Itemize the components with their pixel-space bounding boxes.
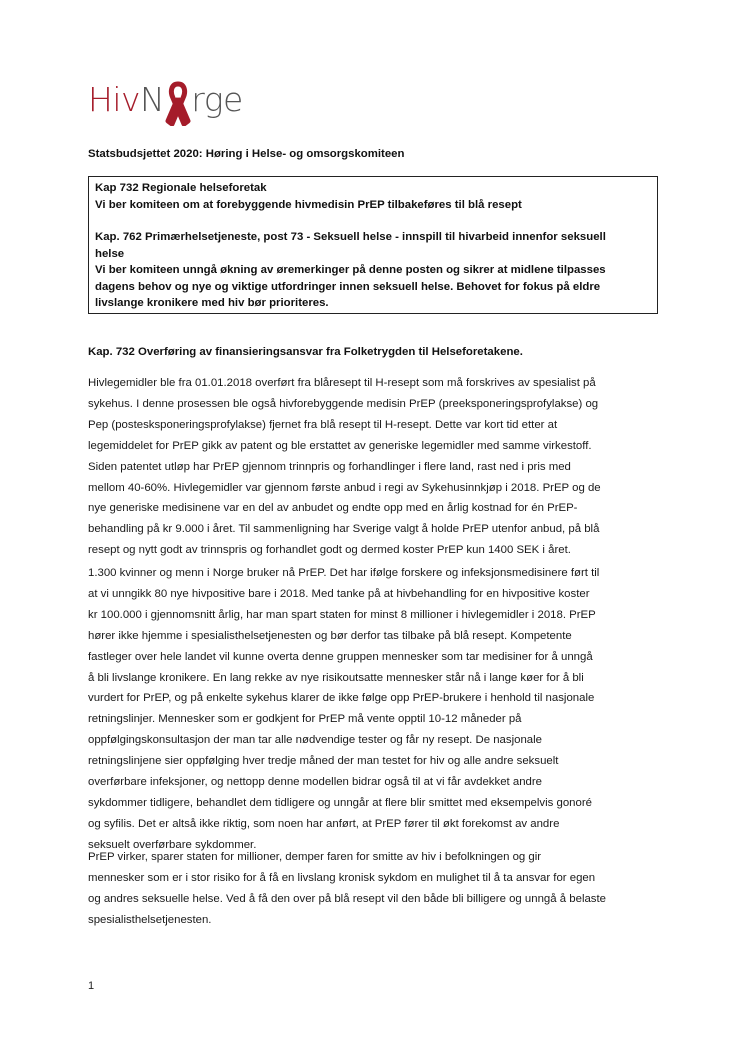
summary-paragraph (95, 229, 651, 312)
text-line: og andres seksuelle helse. Ved å få den over på blå resept vil den både bli billigere og unngå å belaste (88, 892, 607, 905)
red-ribbon-icon (165, 80, 191, 126)
text-line: resept og nytt godt av trinnspris og forhandlet godt og dermed koster PrEP kun 1400 SEK i året. (88, 544, 571, 557)
text-line: nye generiske medisinene var en del av anbudet og endte opp med en årlig kostnad for én PrEP- (88, 502, 578, 515)
text-line: retningslinjene sier oppfølging hver tredje måned der man testet for hiv og alle andre seksuelt (88, 755, 559, 768)
summary-box (88, 176, 658, 314)
text-line: og syfilis. Det er altså ikke riktig, som noen har anført, at PrEP fører til økt forekomst av andre (88, 817, 560, 830)
text-line: legemiddelet for PrEP gikk av patent og ble erstattet av generiske legemidler med samme virkestoff. (88, 439, 592, 452)
text-line: kr 100.000 i gjennomsnitt årlig, har man spart staten for minst 8 millioner i hivlegemidler i 2018. PrEP (88, 608, 596, 621)
summary-line: Kap. 762 Primærhelsetjeneste, post 73 - Seksuell helse - innspill til hivarbeid innenfor seksuell (95, 231, 606, 243)
text-line: oppfølgingskonsultasjon der man tar alle nødvendige tester og får ny resept. De nasjonale (88, 734, 542, 747)
text-line: vurdert for PrEP, og på enkelte sykehus klarer de ikke følge opp PrEP-brukere i henhold til nasjonale (88, 692, 595, 705)
text-line: retningslinjer. Mennesker som er godkjent for PrEP må vente opptil 10-12 måneder på (88, 713, 522, 726)
text-line: Hivlegemidler ble fra 01.01.2018 overført fra blåresept til H-resept som må forskrives av spesialist på (88, 377, 596, 389)
text-line: mennesker som er i stor risiko for å få en livslang kronisk sykdom en mulighet til å ta ansvar for egen (88, 871, 596, 884)
summary-paragraph (95, 180, 651, 213)
section-heading: Kap. 732 Overføring av finansieringsansvar fra Folketrygden til Helseforetakene. (88, 346, 523, 358)
hivnorge-logo (88, 80, 243, 130)
summary-line: helse (95, 247, 125, 260)
summary-line: Vi ber komiteen om at forebyggende hivmedisin PrEP tilbakeføres til blå resept (95, 198, 522, 211)
summary-line: Kap 732 Regionale helseforetak (95, 182, 267, 194)
body-paragraph-2 (88, 563, 668, 856)
logo-text-rge: rge (191, 80, 243, 119)
summary-line: dagens behov og nye og viktige utfordringer innen seksuell helse. Behovet for fokus på eldre (95, 280, 601, 293)
logo-text-hiv: Hiv (88, 80, 141, 119)
text-line: Pep (postesksponeringsprofylakse) fjernet fra blå resept til H-resept. Dette var kort tid etter at (88, 418, 558, 431)
page-number: 1 (88, 980, 95, 992)
text-line: mellom 40-60%. Hivlegemidler var gjennom første anbud i regi av Sykehusinnkjøp i 2018. PrEP og de (88, 481, 601, 494)
body-paragraph-1 (88, 373, 668, 561)
summary-line: Vi ber komiteen unngå økning av øremerkinger på denne posten og sikrer at midlene tilpasses (95, 264, 606, 276)
body-paragraph-3 (88, 847, 668, 931)
text-line: 1.300 kvinner og menn i Norge bruker nå PrEP. Det har ifølge forskere og infeksjonsmedisinere ført til (88, 567, 600, 579)
summary-line: livslange kronikere med hiv bør prioriteres. (95, 297, 329, 309)
text-line: overførbare infeksjoner, og nettopp denne modellen bidrar også til at vi får avdekket andre (88, 776, 542, 789)
text-line: at vi unngikk 80 nye hivpositive bare i 2018. Med tanke på at hivbehandling for en hivpositive koster (88, 587, 590, 600)
text-line: sykehus. I denne prosessen ble også hivforebyggende medisin PrEP (preeksponeringsprofylakse) og (88, 397, 599, 410)
logo-text-n: N (140, 80, 165, 119)
document-subtitle: Statsbudsjettet 2020: Høring i Helse- og omsorgskomiteen (88, 148, 405, 160)
text-line: hører ikke hjemme i spesialisthelsetjenesten og bør derfor tas tilbake på blå resept. Kompetente (88, 629, 572, 642)
text-line: behandling på kr 9.000 i året. Til sammenligning har Sverige valgt å holde PrEP utenfor anbud, på blå (88, 523, 600, 536)
text-line: Siden patentet utløp har PrEP gjennom trinnpris og forhandlinger i flere land, rast ned i pris med (88, 460, 571, 473)
text-line: PrEP virker, sparer staten for millioner, demper faren for smitte av hiv i befolkningen og gir (88, 851, 542, 863)
text-line: spesialisthelsetjenesten. (88, 913, 212, 926)
text-line: sykdommer tidligere, behandlet dem tidligere og unngår at flere blir smittet med eksempelvis gonoré (88, 796, 592, 809)
text-line: fastleger over hele landet vil kunne overta denne gruppen mennesker som tar medisiner for å unngå (88, 650, 593, 663)
text-line: å bli livslange kronikere. En lang rekke av nye risikoutsatte mennesker står nå i lange køer for å bli (88, 671, 584, 684)
text-line: seksuelt overførbare sykdommer. (88, 838, 257, 851)
